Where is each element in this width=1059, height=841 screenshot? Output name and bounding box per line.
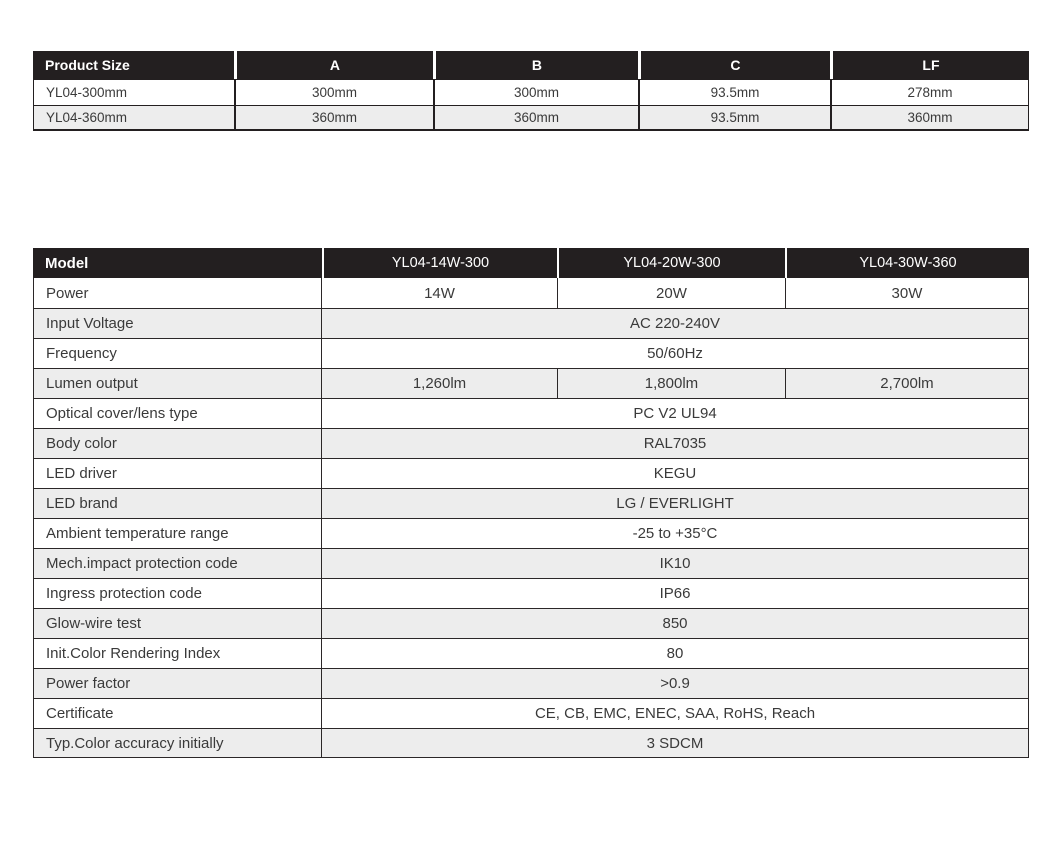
table-row-body-color xyxy=(33,428,1029,458)
spec-header-model-3: YL04-30W-360 xyxy=(785,248,1029,278)
spec-value: 2,700lm xyxy=(785,369,1029,398)
table-row xyxy=(33,79,1029,105)
spec-label: Optical cover/lens type xyxy=(33,399,322,428)
table-row-certificate xyxy=(33,698,1029,728)
spec-value: PC V2 UL94 xyxy=(322,399,1029,428)
spec-header-model-2: YL04-20W-300 xyxy=(557,248,785,278)
table-row-color-rendering xyxy=(33,638,1029,668)
spec-value: >0.9 xyxy=(322,669,1029,698)
spec-header-model-1: YL04-14W-300 xyxy=(322,248,557,278)
spec-label: Frequency xyxy=(33,339,322,368)
spec-value: IK10 xyxy=(322,549,1029,578)
model-header-row xyxy=(33,248,1029,278)
spec-label: Power xyxy=(33,278,322,308)
spec-value: RAL7035 xyxy=(322,429,1029,458)
spec-value: 1,260lm xyxy=(412,375,467,392)
spec-label: Ambient temperature range xyxy=(33,519,322,548)
spec-label: Certificate xyxy=(33,699,322,728)
size-cell-c: 93.5mm xyxy=(638,106,830,129)
spec-value: CE, CB, EMC, ENEC, SAA, RoHS, Reach xyxy=(322,699,1029,728)
size-header-product-size: Product Size xyxy=(45,57,130,73)
spec-label: Input Voltage xyxy=(33,309,322,338)
table-row xyxy=(33,105,1029,131)
spec-value: 14W xyxy=(424,284,455,302)
spec-value: 50/60Hz xyxy=(322,339,1029,368)
spec-value: IP66 xyxy=(322,579,1029,608)
size-cell-model: YL04-300mm xyxy=(33,80,234,105)
table-row-mech-impact xyxy=(33,548,1029,578)
table-row-ingress-protection xyxy=(33,578,1029,608)
size-header-c: C xyxy=(638,51,830,79)
table-row-power-factor xyxy=(33,668,1029,698)
spec-value: 20W xyxy=(557,278,785,308)
table-row-led-driver xyxy=(33,458,1029,488)
spec-label: Typ.Color accuracy initially xyxy=(33,729,322,757)
table-row-color-accuracy xyxy=(33,728,1029,758)
size-cell-a: 300mm xyxy=(234,80,433,105)
spec-value: -25 to +35°C xyxy=(322,519,1029,548)
size-cell-b: 360mm xyxy=(433,106,638,129)
table-row-ambient-temperature xyxy=(33,518,1029,548)
size-cell-c: 93.5mm xyxy=(638,80,830,105)
table-row-glow-wire xyxy=(33,608,1029,638)
product-size-header-row xyxy=(33,51,1029,79)
spec-value: 30W xyxy=(785,278,1029,308)
table-row-led-brand xyxy=(33,488,1029,518)
model-spec-table xyxy=(33,248,1029,758)
spec-label: Lumen output xyxy=(33,369,322,398)
spec-value: 3 SDCM xyxy=(322,729,1029,757)
product-size-body xyxy=(33,79,1029,131)
spec-value: AC 220-240V xyxy=(322,309,1029,338)
table-row-optical-cover xyxy=(33,398,1029,428)
size-header-lf: LF xyxy=(830,51,1029,79)
table-row-power xyxy=(33,278,1029,308)
spec-label: Ingress protection code xyxy=(33,579,322,608)
spec-value: 80 xyxy=(322,639,1029,668)
spec-label: LED driver xyxy=(33,459,322,488)
size-cell-a: 360mm xyxy=(234,106,433,129)
spec-label: Power factor xyxy=(33,669,322,698)
spec-value: KEGU xyxy=(322,459,1029,488)
size-header-a: A xyxy=(234,51,433,79)
spec-value: 850 xyxy=(322,609,1029,638)
spec-label: Glow-wire test xyxy=(33,609,322,638)
size-cell-lf: 360mm xyxy=(830,106,1029,129)
table-row-input-voltage xyxy=(33,308,1029,338)
spec-label: Mech.impact protection code xyxy=(33,549,322,578)
spec-value: LG / EVERLIGHT xyxy=(322,489,1029,518)
table-row-frequency xyxy=(33,338,1029,368)
product-size-table xyxy=(33,51,1029,131)
table-row-lumen-output xyxy=(33,368,1029,398)
size-header-b: B xyxy=(433,51,638,79)
size-cell-lf: 278mm xyxy=(830,80,1029,105)
spec-label: Body color xyxy=(33,429,322,458)
size-cell-b: 300mm xyxy=(433,80,638,105)
spec-label: LED brand xyxy=(33,489,322,518)
spec-value: 1,800lm xyxy=(557,369,785,398)
spec-header-model: Model xyxy=(45,254,89,272)
model-spec-body xyxy=(33,278,1029,758)
spec-label: Init.Color Rendering Index xyxy=(33,639,322,668)
size-cell-model: YL04-360mm xyxy=(33,106,234,129)
